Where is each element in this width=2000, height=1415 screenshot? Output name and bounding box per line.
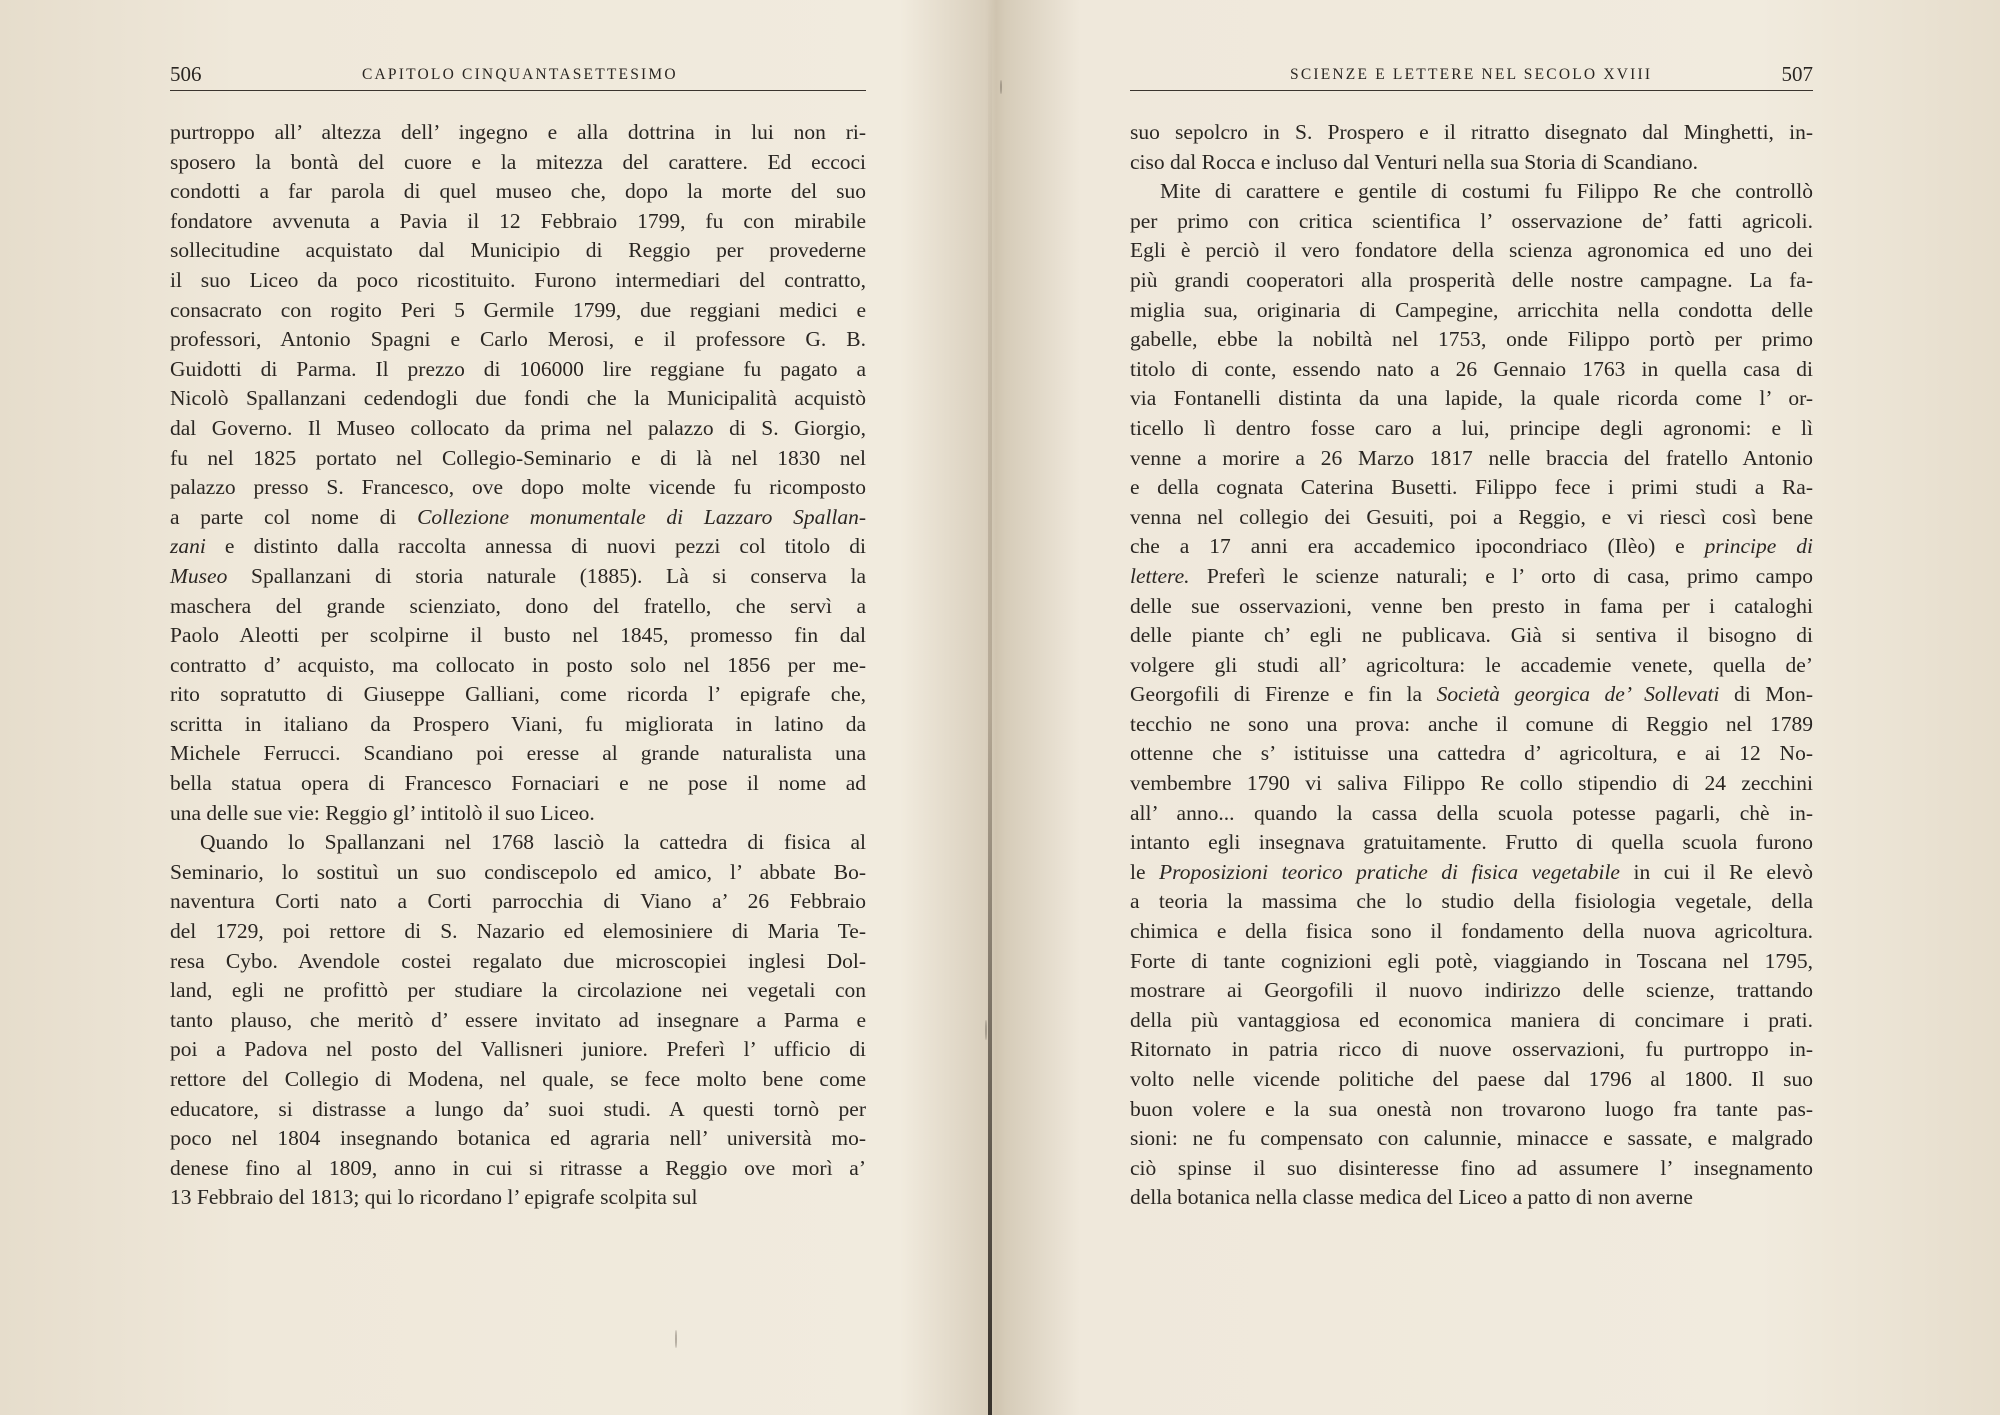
text-run: rito sopratutto di Giuseppe Galliani, come ricorda l’ epigrafe che, (170, 682, 866, 707)
text-run: che a 17 anni era accademico ipocondriaco (Ilèo) e (1130, 534, 1705, 559)
text-run: a teoria la massima che lo studio della fisiologia vegetale, della (1130, 889, 1813, 914)
text-run: Guidotti di Parma. Il prezzo di 106000 lire reggiane fu pagato a (170, 356, 866, 381)
text-run: ciò spinse il suo disinteresse fino ad assumere l’ insegnamento (1130, 1155, 1813, 1180)
text-run: sposero la bontà del cuore e la mitezza del carattere. Ed eccoci (170, 149, 866, 174)
text-run: condotti a far parola di quel museo che, dopo la morte del suo (170, 179, 866, 204)
text-run: educatore, si distrasse a lungo da’ suoi studi. A questi tornò per (170, 1096, 866, 1121)
italic-text-run: zani (170, 534, 206, 559)
text-run: Spallanzani di storia naturale (1885). Là si conserva la (227, 563, 866, 588)
italic-text-run: Società georgica de’ Sollevati (1436, 682, 1720, 707)
text-line (170, 769, 866, 799)
text-line (170, 266, 866, 296)
text-line (170, 621, 866, 651)
text-line (170, 1035, 866, 1065)
text-run: consacrato con rogito Peri 5 Germile 1799, due reggiani medici e (170, 297, 866, 322)
text-run: Georgofili di Firenze e fin la (1130, 682, 1437, 707)
text-line (170, 296, 866, 326)
text-run: a parte col nome di (170, 504, 418, 529)
text-line (170, 799, 866, 829)
left-page (170, 0, 866, 1415)
text-run: per primo con critica scientifica l’ osservazione de’ fatti agricoli. (1130, 208, 1813, 233)
left-page-text (170, 118, 866, 1213)
text-line (1130, 769, 1813, 799)
text-run: naventura Corti nato a Corti parrocchia di Viano a’ 26 Febbraio (170, 889, 866, 914)
text-line (1130, 177, 1813, 207)
text-line (170, 444, 866, 474)
text-run: fondatore avvenuta a Pavia il 12 Febbraio 1799, fu con mirabile (170, 208, 866, 233)
text-line (170, 118, 866, 148)
text-run: ottenne che s’ istituisse una cattedra d’ agricoltura, e ai 12 No- (1130, 741, 1813, 766)
text-line (1130, 414, 1813, 444)
text-line (170, 177, 866, 207)
text-line (170, 532, 866, 562)
text-run: Egli è perciò il vero fondatore della scienza agronomica ed uno dei (1130, 238, 1813, 263)
text-line (170, 207, 866, 237)
text-run: contratto d’ acquisto, ma collocato in posto solo nel 1856 per me- (170, 652, 866, 677)
text-run: Ritornato in patria ricco di nuove osservazioni, fu purtroppo in- (1130, 1037, 1813, 1062)
text-run: gabelle, ebbe la nobiltà nel 1753, onde Filippo portò per primo (1130, 327, 1813, 352)
text-line (170, 828, 866, 858)
text-run: Michele Ferrucci. Scandiano poi eresse al grande naturalista una (170, 741, 866, 766)
text-run: Paolo Aleotti per scolpirne il busto nel 1845, promesso fin dal (170, 623, 866, 648)
text-run: miglia sua, originaria di Campegine, arricchita nella condotta delle (1130, 297, 1813, 322)
italic-text-run: Museo (170, 563, 228, 588)
text-line (170, 1006, 866, 1036)
text-line (170, 1095, 866, 1125)
text-line (1130, 651, 1813, 681)
text-run: Nicolò Spallanzani cedendogli due fondi che la Municipalità acquistò (170, 386, 866, 411)
text-line (170, 858, 866, 888)
text-line (1130, 680, 1813, 710)
text-line (170, 1124, 866, 1154)
right-page-text (1130, 118, 1813, 1213)
text-run: land, egli ne profittò per studiare la circolazione nei vegetali con (170, 978, 866, 1003)
text-line (1130, 1095, 1813, 1125)
book-gutter (988, 0, 992, 1415)
text-line (170, 887, 866, 917)
text-run: Mite di carattere e gentile di costumi fu Filippo Re che controllò (1160, 179, 1813, 204)
text-run: Forte di tante cognizioni egli potè, viaggiando in Toscana nel 1795, (1130, 948, 1813, 973)
text-run: fu nel 1825 portato nel Collegio-Seminario e di là nel 1830 nel (170, 445, 866, 470)
text-line (170, 355, 866, 385)
text-run: intanto egli insegnava gratuitamente. Frutto di quella scuola furono (1130, 830, 1813, 855)
text-line (1130, 947, 1813, 977)
text-line (1130, 207, 1813, 237)
text-run: delle sue osservazioni, venne ben presto in fama per i cataloghi (1130, 593, 1813, 618)
text-line (170, 148, 866, 178)
text-line (170, 562, 866, 592)
italic-text-run: Proposizioni teorico pratiche di fisica vegetabile (1159, 859, 1620, 884)
text-line (1130, 828, 1813, 858)
text-run: ticello lì dentro fosse caro a lui, principe degli agronomi: e lì (1130, 415, 1813, 440)
text-run: rettore del Collegio di Modena, nel quale, se fece molto bene come (170, 1067, 866, 1091)
text-run: e della cognata Caterina Busetti. Filippo fece i primi studi a Ra- (1130, 475, 1813, 500)
text-line (170, 710, 866, 740)
text-run: di Mon- (1719, 682, 1813, 707)
right-page-number: 507 (1781, 62, 1813, 86)
text-run: all’ anno... quando la cassa della scuola potesse pagarli, chè in- (1130, 800, 1813, 825)
text-line (170, 976, 866, 1006)
text-run: della botanica nella classe medica del Liceo a patto di non averne (1130, 1185, 1693, 1210)
text-run: poi a Padova nel posto del Vallisneri juniore. Preferì l’ ufficio di (170, 1037, 866, 1062)
text-line (170, 1065, 866, 1095)
text-run: del 1729, poi rettore di S. Nazario ed elemosiniere di Maria Te- (170, 919, 866, 944)
text-run: il suo Liceo da poco ricostituito. Furono intermediari del contratto, (170, 267, 866, 292)
text-line (170, 473, 866, 503)
text-run: una delle sue vie: Reggio gl’ intitolò il suo Liceo. (170, 800, 595, 825)
text-line (170, 384, 866, 414)
paper-speck (985, 1020, 987, 1040)
right-running-title: SCIENZE E LETTERE NEL SECOLO XVIII (1290, 66, 1653, 83)
text-line (1130, 473, 1813, 503)
text-run: della più vantaggiosa ed economica maniera di concimare i prati. (1130, 1007, 1813, 1032)
text-run: chimica e della fisica sono il fondamento della nuova agricoltura. (1130, 919, 1813, 944)
text-run: venna nel collegio dei Gesuiti, poi a Reggio, e vi riescì così bene (1130, 504, 1813, 529)
text-line (1130, 562, 1813, 592)
text-run: palazzo presso S. Francesco, ove dopo molte vicende fu ricomposto (170, 475, 866, 500)
paper-speck (1000, 80, 1002, 94)
text-run: ciso dal Rocca e incluso dal Venturi nella sua Storia di Scandiano. (1130, 149, 1699, 174)
text-run: via Fontanelli distinta da una lapide, la quale ricorda come l’ or- (1130, 386, 1813, 411)
right-page (1130, 0, 1813, 1415)
text-run: mostrare ai Georgofili il nuovo indirizzo delle scienze, trattando (1130, 978, 1813, 1003)
text-line (1130, 1065, 1813, 1095)
text-run: maschera del grande scienziato, dono del fratello, che servì a (170, 593, 866, 618)
text-line (170, 503, 866, 533)
text-run: più grandi cooperatori alla prosperità delle nostre campagne. La fa- (1130, 267, 1813, 292)
text-run: denese fino al 1809, anno in cui si ritrasse a Reggio ove morì a’ (170, 1155, 866, 1180)
italic-text-run: Collezione monumentale di Lazzaro Spallan- (417, 504, 866, 529)
italic-text-run: lettere. (1130, 563, 1190, 588)
paper-speck (675, 1330, 677, 1348)
text-line (170, 592, 866, 622)
text-line (1130, 1006, 1813, 1036)
text-line (1130, 1183, 1813, 1213)
text-run: Seminario, lo sostituì un suo condiscepolo ed amico, l’ abbate Bo- (170, 859, 866, 884)
text-line (1130, 325, 1813, 355)
text-line (1130, 799, 1813, 829)
text-line (1130, 266, 1813, 296)
text-run: Preferì le scienze naturali; e l’ orto di casa, primo campo (1189, 563, 1813, 588)
text-line (1130, 739, 1813, 769)
text-run: sollecitudine acquistato dal Municipio di Reggio per provederne (170, 238, 866, 263)
text-line (1130, 1035, 1813, 1065)
text-run: resa Cybo. Avendole costei regalato due microscopiei inglesi Dol- (170, 948, 866, 973)
text-line (170, 325, 866, 355)
text-line (170, 1183, 866, 1213)
text-line (1130, 917, 1813, 947)
text-line (1130, 296, 1813, 326)
text-run: tecchio ne sono una prova: anche il comune di Reggio nel 1789 (1130, 711, 1813, 736)
text-line (1130, 118, 1813, 148)
text-run: 13 Febbraio del 1813; qui lo ricordano l’ epigrafe scolpita sul (170, 1185, 698, 1210)
text-run: sioni: ne fu compensato con calunnie, minacce e sassate, e malgrado (1130, 1126, 1813, 1151)
text-run: e distinto dalla raccolta annessa di nuovi pezzi col titolo di (205, 534, 866, 559)
text-line (1130, 236, 1813, 266)
text-run: purtroppo all’ altezza dell’ ingegno e alla dottrina in lui non ri- (170, 120, 866, 144)
text-line (170, 236, 866, 266)
text-run: le (1130, 859, 1160, 884)
text-line (1130, 1154, 1813, 1184)
right-running-head (1130, 62, 1813, 91)
text-line (1130, 858, 1813, 888)
text-run: volgere gli studi all’ agricoltura: le accademie venete, quella de’ (1130, 652, 1813, 677)
text-line (1130, 384, 1813, 414)
text-line (170, 414, 866, 444)
text-line (1130, 355, 1813, 385)
text-run: suo sepolcro in S. Prospero e il ritratto disegnato dal Minghetti, in- (1130, 120, 1813, 144)
text-line (170, 680, 866, 710)
text-line (1130, 532, 1813, 562)
text-line (1130, 976, 1813, 1006)
text-run: scritta in italiano da Prospero Viani, fu migliorata in latino da (170, 711, 866, 736)
text-line (170, 651, 866, 681)
text-line (1130, 592, 1813, 622)
text-run: tanto plauso, che meritò d’ essere invitato ad insegnare a Parma e (170, 1007, 866, 1032)
text-line (170, 917, 866, 947)
text-run: titolo di conte, essendo nato a 26 Gennaio 1763 in quella casa di (1130, 356, 1813, 381)
text-line (1130, 444, 1813, 474)
left-running-title: CAPITOLO CINQUANTASETTESIMO (362, 66, 678, 83)
text-run: delle piante ch’ egli ne publicava. Già si sentiva il bisogno di (1130, 623, 1813, 648)
text-line (1130, 887, 1813, 917)
text-run: in cui il Re elevò (1619, 859, 1813, 884)
text-run: Quando lo Spallanzani nel 1768 lasciò la cattedra di fisica al (200, 830, 866, 855)
text-run: professori, Antonio Spagni e Carlo Merosi, e il professore G. B. (170, 327, 866, 352)
text-run: venne a morire a 26 Marzo 1817 nelle braccia del fratello Antonio (1130, 445, 1813, 470)
text-run: bella statua opera di Francesco Fornaciari e ne pose il nome ad (170, 771, 866, 796)
left-running-head (170, 62, 866, 91)
text-line (170, 947, 866, 977)
text-run: volto nelle vicende politiche del paese dal 1796 al 1800. Il suo (1130, 1067, 1813, 1091)
text-line (170, 739, 866, 769)
text-line (170, 1154, 866, 1184)
text-line (1130, 710, 1813, 740)
text-line (1130, 1124, 1813, 1154)
text-run: dal Governo. Il Museo collocato da prima nel palazzo di S. Giorgio, (170, 415, 866, 440)
italic-text-run: principe di (1704, 534, 1813, 559)
left-page-number: 506 (170, 62, 202, 86)
text-line (1130, 621, 1813, 651)
text-run: buon volere e la sua onestà non trovarono luogo fra tante pas- (1130, 1096, 1813, 1121)
text-run: vembembre 1790 vi saliva Filippo Re collo stipendio di 24 zecchini (1130, 771, 1813, 796)
text-line (1130, 503, 1813, 533)
text-line (1130, 148, 1813, 178)
text-run: poco nel 1804 insegnando botanica ed agraria nell’ università mo- (170, 1126, 866, 1151)
